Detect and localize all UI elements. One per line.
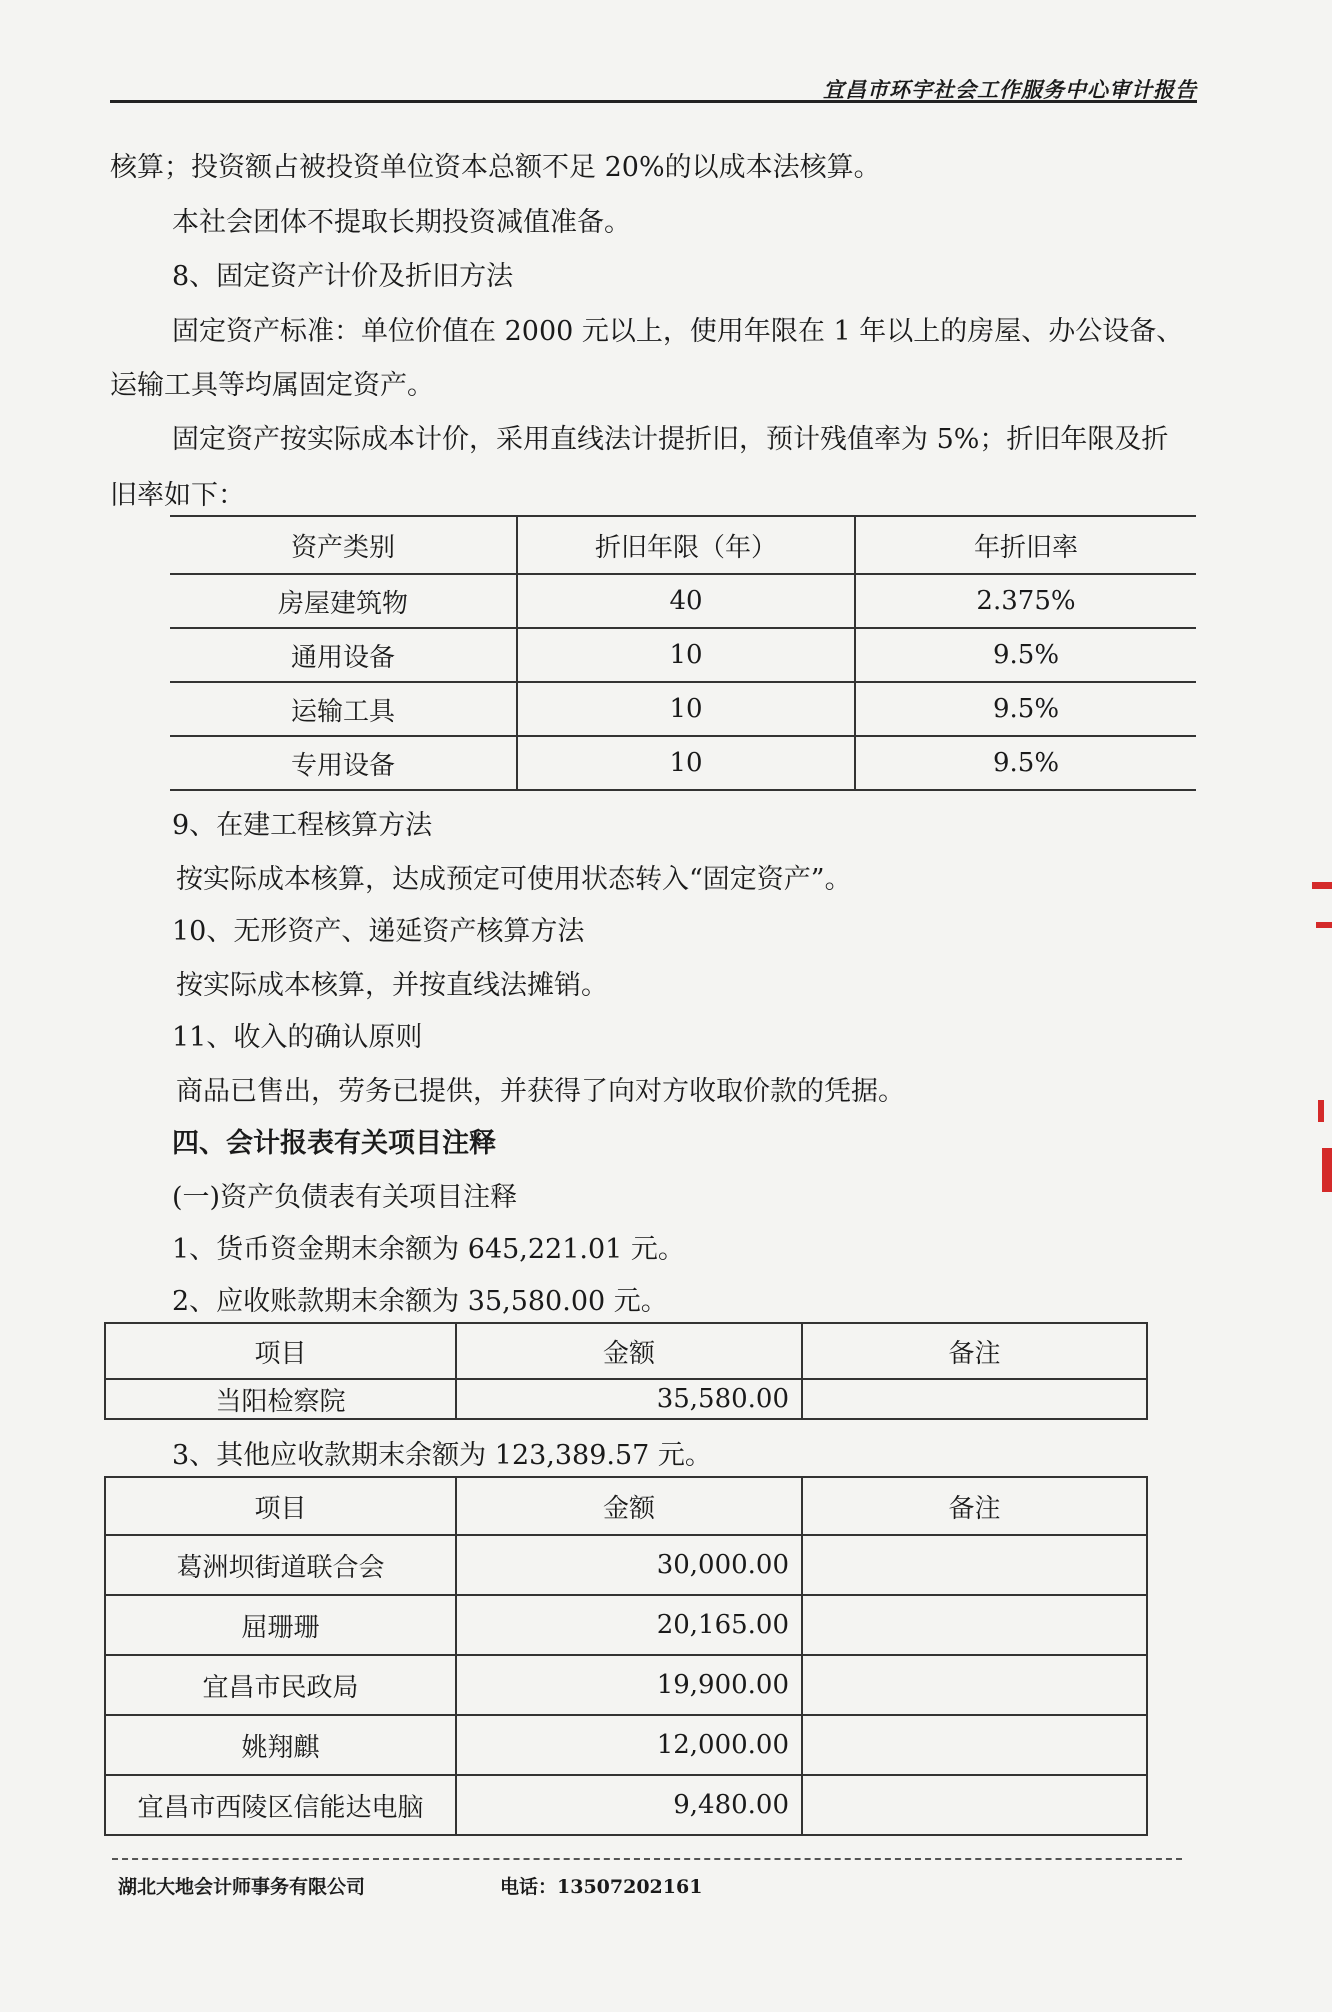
table-row [170, 682, 1196, 736]
section-heading: 11、收入的确认原则 [172, 1022, 423, 1053]
table-cell [802, 1535, 1147, 1595]
table-row [105, 1595, 1147, 1655]
depreciation-table [170, 515, 1196, 791]
table-row [105, 1715, 1147, 1775]
table-row [105, 1655, 1147, 1715]
table-cell: 宜昌市民政局 [105, 1655, 456, 1715]
section-heading: 10、无形资产、递延资产核算方法 [172, 916, 585, 947]
table-cell: 9.5% [855, 736, 1196, 790]
table-cell: 9.5% [855, 628, 1196, 682]
table-row [170, 736, 1196, 790]
table-row [170, 628, 1196, 682]
table-cell: 当阳检察院 [105, 1379, 456, 1419]
table-cell: 35,580.00 [456, 1379, 802, 1419]
report-header-title: 宜昌市环宇社会工作服务中心审计报告 [823, 77, 1197, 102]
table-cell [802, 1775, 1147, 1835]
footer-phone: 电话：13507202161 [500, 1876, 703, 1898]
table-cell: 葛洲坝街道联合会 [105, 1535, 456, 1595]
table-header-row [170, 516, 1196, 574]
seal-edge-mark [1318, 1100, 1324, 1122]
receivables-table [104, 1322, 1148, 1420]
table-cell: 房屋建筑物 [170, 574, 517, 628]
table-cell: 10 [517, 682, 855, 736]
table-cell: 通用设备 [170, 628, 517, 682]
table-cell: 宜昌市西陵区信能达电脑 [105, 1775, 456, 1835]
header-cell: 备注 [802, 1323, 1147, 1379]
footer-firm-name: 湖北大地会计师事务有限公司 [118, 1876, 366, 1898]
table-cell: 10 [517, 628, 855, 682]
section-heading: 9、在建工程核算方法 [172, 810, 433, 841]
header-cell: 折旧年限（年） [517, 516, 855, 574]
paragraph: 旧率如下： [110, 480, 245, 511]
header-cell: 年折旧率 [855, 516, 1196, 574]
seal-edge-mark [1316, 922, 1332, 928]
table-row [105, 1379, 1147, 1419]
table-cell [802, 1595, 1147, 1655]
paragraph: 2、应收账款期末余额为 35,580.00 元。 [172, 1286, 668, 1317]
header-cell: 金额 [456, 1477, 802, 1535]
table-cell: 19,900.00 [456, 1655, 802, 1715]
paragraph: 1、货币资金期末余额为 645,221.01 元。 [172, 1234, 685, 1265]
table-cell: 专用设备 [170, 736, 517, 790]
header-cell: 备注 [802, 1477, 1147, 1535]
section-heading: 四、会计报表有关项目注释 [172, 1128, 496, 1159]
table-row [105, 1775, 1147, 1835]
table-cell: 姚翔麒 [105, 1715, 456, 1775]
paragraph: 运输工具等均属固定资产。 [110, 370, 434, 401]
paragraph: 本社会团体不提取长期投资减值准备。 [172, 207, 631, 238]
paragraph: 固定资产标准：单位价值在 2000 元以上，使用年限在 1 年以上的房屋、办公设备、 [172, 316, 1184, 347]
table-row [170, 574, 1196, 628]
table-cell: 9.5% [855, 682, 1196, 736]
paragraph: 商品已售出，劳务已提供，并获得了向对方收取价款的凭据。 [176, 1076, 905, 1107]
seal-edge-mark [1312, 882, 1332, 889]
subsection-heading: (一)资产负债表有关项目注释 [172, 1182, 518, 1213]
table-cell: 屈珊珊 [105, 1595, 456, 1655]
table-cell [802, 1715, 1147, 1775]
table-cell: 12,000.00 [456, 1715, 802, 1775]
paragraph: 固定资产按实际成本计价，采用直线法计提折旧，预计残值率为 5%；折旧年限及折 [172, 424, 1169, 455]
table-cell: 2.375% [855, 574, 1196, 628]
header-cell: 金额 [456, 1323, 802, 1379]
header-cell: 项目 [105, 1323, 456, 1379]
paragraph: 核算；投资额占被投资单位资本总额不足 20%的以成本法核算。 [110, 152, 881, 183]
table-header-row [105, 1323, 1147, 1379]
paragraph: 按实际成本核算，达成预定可使用状态转入“固定资产”。 [176, 864, 852, 895]
table-cell: 30,000.00 [456, 1535, 802, 1595]
table-cell [802, 1379, 1147, 1419]
header-cell: 项目 [105, 1477, 456, 1535]
footer-divider [112, 1858, 1182, 1860]
table-cell: 20,165.00 [456, 1595, 802, 1655]
table-cell [802, 1655, 1147, 1715]
table-cell: 9,480.00 [456, 1775, 802, 1835]
header-cell: 资产类别 [170, 516, 517, 574]
table-cell: 10 [517, 736, 855, 790]
section-heading: 8、固定资产计价及折旧方法 [172, 261, 514, 292]
table-cell: 40 [517, 574, 855, 628]
table-cell: 运输工具 [170, 682, 517, 736]
table-header-row [105, 1477, 1147, 1535]
paragraph: 3、其他应收款期末余额为 123,389.57 元。 [172, 1440, 712, 1471]
paragraph: 按实际成本核算，并按直线法摊销。 [176, 970, 608, 1001]
seal-edge-mark [1322, 1148, 1332, 1192]
other-receivables-table [104, 1476, 1148, 1836]
table-row [105, 1535, 1147, 1595]
header-rule [110, 100, 1197, 103]
